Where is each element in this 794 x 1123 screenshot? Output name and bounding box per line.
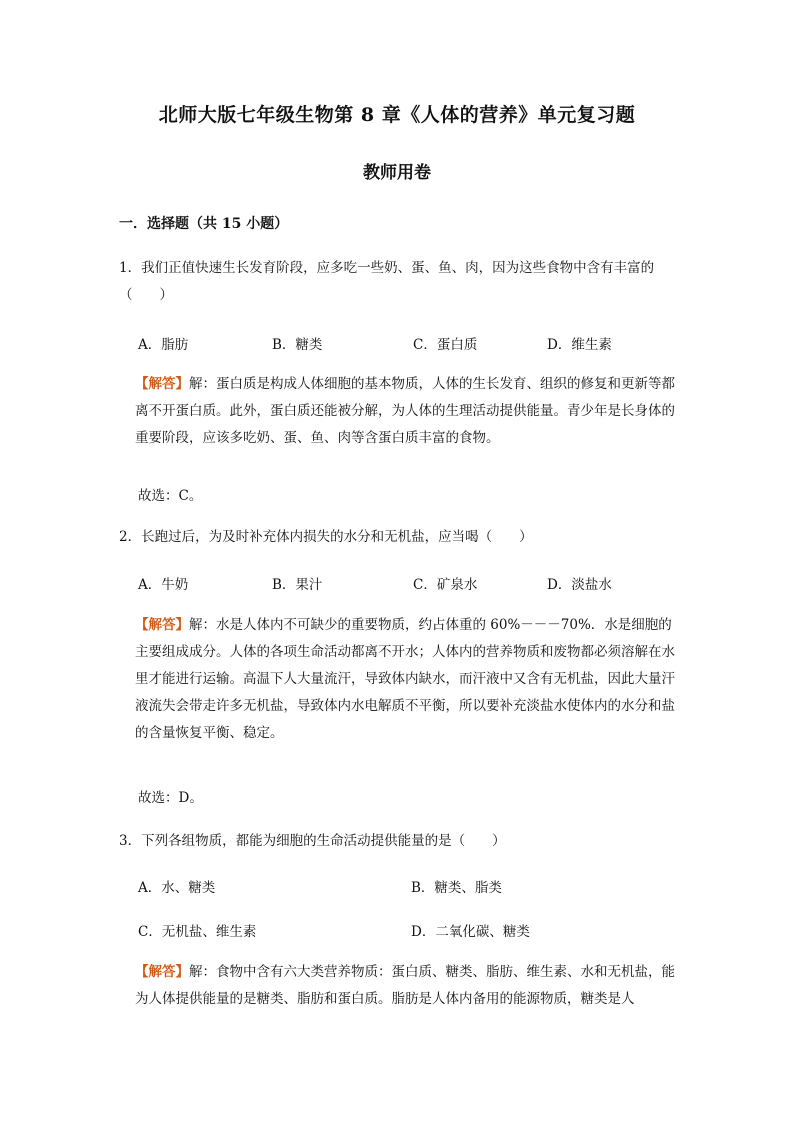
option-b: B．糖类、脂类 (411, 880, 502, 896)
question-2-answer (135, 612, 680, 747)
option-a: A．水、糖类 (138, 880, 216, 896)
option-d: D．二氧化碳、糖类 (411, 924, 530, 940)
question-3-answer (135, 959, 680, 1013)
question-3-stem: 3．下列各组物质，都能为细胞的生命活动提供能量的是（ ） (119, 833, 506, 849)
question-2-choice: 故选：D。 (138, 790, 203, 806)
question-1-stem: 1．我们正值快速生长发育阶段，应多吃一些奶、蛋、鱼、肉，因为这些食物中含有丰富的（ ） (119, 260, 655, 303)
question-1-answer (135, 371, 680, 452)
question-1-choice: 故选：C。 (138, 488, 203, 504)
answer-text: 解：蛋白质是构成人体细胞的基本物质，人体的生长发育、组织的修复和更新等都离不开蛋白质。此外，蛋白质还能被分解，为人体的生理活动提供能量。青少年是长身体的重要阶段，应该多吃奶、蛋、鱼、肉等含蛋白质丰富的食物。 (135, 376, 675, 446)
section-heading: 一．选择题（共 15 小题） (119, 216, 289, 232)
answer-label: 【解答】 (135, 376, 189, 392)
answer-text: 解：食物中含有六大类营养物质：蛋白质、糖类、脂肪、维生素、水和无机盐，能为人体提供能量的是糖类、脂肪和蛋白质。脂肪是人体内备用的能源物质，糖类是人 (135, 964, 675, 1007)
option-c: C．蛋白质 (413, 337, 478, 353)
option-a: A．牛奶 (138, 577, 189, 593)
document-subtitle: 教师用卷 (363, 163, 431, 183)
answer-label: 【解答】 (135, 617, 189, 633)
option-b: B．果汁 (272, 577, 323, 593)
question-2-options (138, 573, 678, 595)
question-1-options (138, 333, 678, 355)
option-c: C．矿泉水 (413, 577, 478, 593)
question-3-options-row-1 (138, 876, 678, 898)
answer-label: 【解答】 (135, 964, 189, 980)
question-3-options-row-2 (138, 920, 678, 942)
option-a: A．脂肪 (138, 337, 189, 353)
option-c: C．无机盐、维生素 (138, 924, 257, 940)
answer-text: 解：水是人体内不可缺少的重要物质，约占体重的 60%－－－70%．水是细胞的主要组成成分。人体的各项生命活动都离不开水；人体内的营养物质和废物都必须溶解在水里才能进行运输。高温下人大量流汗，导致体内缺水，而汗液中又含有无机盐，因此大量汗液流失会带走许多无机盐，导致体内水电解质不平衡，所以要补充淡盐水使体内的水分和盐的含量恢复平衡、稳定。 (135, 617, 675, 741)
option-d: D．维生素 (547, 337, 612, 353)
question-2-stem: 2．长跑过后，为及时补充体内损失的水分和无机盐，应当喝（ ） (119, 529, 533, 545)
option-b: B．糖类 (272, 337, 323, 353)
option-d: D．淡盐水 (547, 577, 612, 593)
document-title: 北师大版七年级生物第 8 章《人体的营养》单元复习题 (158, 104, 636, 126)
